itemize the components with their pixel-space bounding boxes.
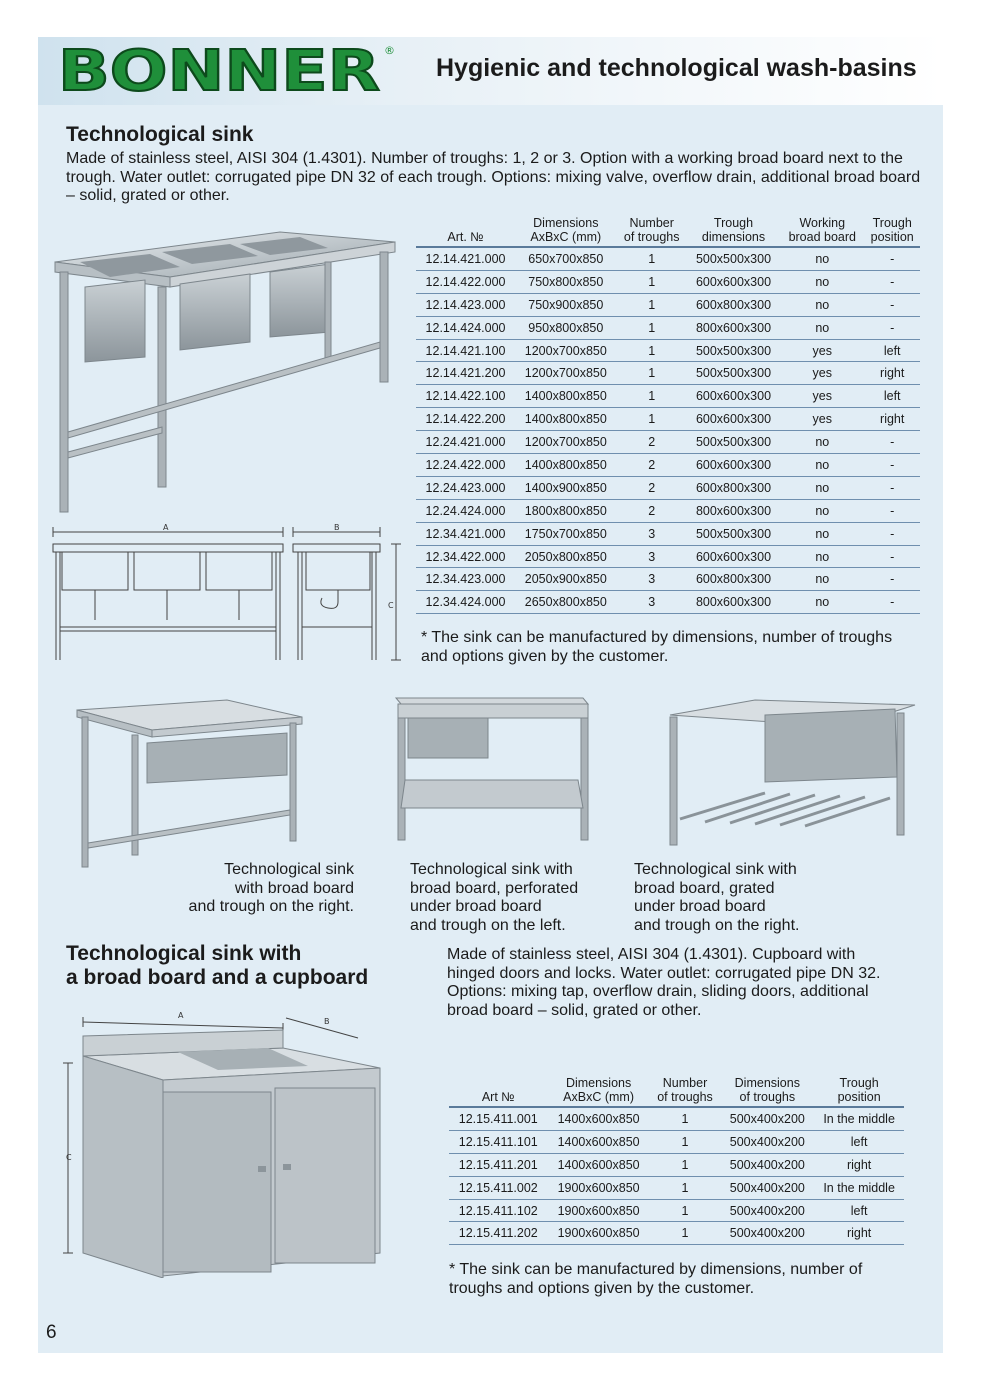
- table-row: [416, 362, 920, 385]
- table-cell: 12.15.411.102: [449, 1199, 548, 1222]
- three-trough-sink-illustration: [50, 222, 400, 517]
- cupboard-dim-label-a: A: [178, 1011, 184, 1020]
- table-cell: no: [780, 476, 864, 499]
- table-cell: no: [780, 270, 864, 293]
- table-cell: 1: [650, 1153, 721, 1176]
- dim-label-c: C: [388, 601, 394, 610]
- page-title: Hygienic and technological wash-basins: [436, 54, 917, 82]
- table-row: [416, 476, 920, 499]
- table-cell: 750x900x850: [515, 293, 617, 316]
- table-cell: 12.34.422.000: [416, 545, 515, 568]
- table-cell: 600x600x300: [687, 385, 780, 408]
- table-row: [416, 454, 920, 477]
- table-cell: 500x400x200: [720, 1153, 814, 1176]
- table-cell: 2050x900x850: [515, 568, 617, 591]
- table-cell: 500x500x300: [687, 522, 780, 545]
- table-cell: 12.14.421.200: [416, 362, 515, 385]
- table-cell: 12.34.423.000: [416, 568, 515, 591]
- table-cell: left: [814, 1130, 904, 1153]
- table-cell: no: [780, 431, 864, 454]
- table-cell: left: [864, 339, 920, 362]
- technological-sink-table: [416, 216, 920, 614]
- table-row: [416, 545, 920, 568]
- table-cell: 1: [617, 408, 687, 431]
- section1-title: Technological sink: [66, 123, 254, 146]
- table-cell: 2: [617, 431, 687, 454]
- section2-description: Made of stainless steel, AISI 304 (1.4301). Cupboard with hinged doors and locks. Water outlet: corrugated pipe DN 32. Options: mixing tap, overflow drain, sliding doors, additional broad board – solid, grated or other.: [447, 946, 881, 1019]
- table-cell: 1400x600x850: [548, 1153, 650, 1176]
- cupboard-dim-label-c: C: [66, 1153, 72, 1162]
- dim-label-a: A: [163, 523, 169, 532]
- table-row: [416, 385, 920, 408]
- table-cell: 2050x800x850: [515, 545, 617, 568]
- table-cell: -: [864, 270, 920, 293]
- column-header: Number of troughs: [617, 216, 687, 247]
- table-cell: 12.15.411.002: [449, 1176, 548, 1199]
- table-row: [416, 339, 920, 362]
- table-cell: 12.14.424.000: [416, 316, 515, 339]
- table-cell: 500x400x200: [720, 1130, 814, 1153]
- table-cell: no: [780, 545, 864, 568]
- table-cell: 12.14.422.100: [416, 385, 515, 408]
- table-cell: 1400x600x850: [548, 1107, 650, 1130]
- caption-grated-right: Technological sink with broad board, grated under broad board and trough on the right.: [634, 861, 800, 934]
- table-cell: no: [780, 499, 864, 522]
- table-cell: 3: [617, 522, 687, 545]
- table-row: [449, 1107, 904, 1130]
- table-cell: 500x400x200: [720, 1222, 814, 1245]
- table-cell: -: [864, 545, 920, 568]
- table-cell: right: [814, 1222, 904, 1245]
- table-cell: -: [864, 316, 920, 339]
- column-header: Dimensions AxBxC (mm): [548, 1076, 650, 1107]
- table-row: [416, 522, 920, 545]
- table-cell: In the middle: [814, 1107, 904, 1130]
- table-cell: 1400x900x850: [515, 476, 617, 499]
- table-cell: 2650x800x850: [515, 591, 617, 614]
- table-cell: no: [780, 293, 864, 316]
- column-header: Trough position: [864, 216, 920, 247]
- table-cell: 1750x700x850: [515, 522, 617, 545]
- table-cell: 12.24.423.000: [416, 476, 515, 499]
- table-cell: 12.14.421.000: [416, 247, 515, 270]
- table-cell: 3: [617, 568, 687, 591]
- page-number: 6: [46, 1322, 57, 1343]
- table-cell: 12.14.422.000: [416, 270, 515, 293]
- table-cell: In the middle: [814, 1176, 904, 1199]
- table-cell: 800x600x300: [687, 316, 780, 339]
- bonner-logo: [56, 40, 396, 98]
- table-cell: yes: [780, 339, 864, 362]
- column-header: Number of troughs: [650, 1076, 721, 1107]
- table-cell: 12.24.421.000: [416, 431, 515, 454]
- table-cell: 12.14.421.100: [416, 339, 515, 362]
- table-cell: 500x400x200: [720, 1176, 814, 1199]
- table-cell: 1: [617, 362, 687, 385]
- table-cell: 12.15.411.201: [449, 1153, 548, 1176]
- column-header: Working broad board: [780, 216, 864, 247]
- table-cell: -: [864, 568, 920, 591]
- column-header: Art №: [449, 1076, 548, 1107]
- table-cell: -: [864, 591, 920, 614]
- table-cell: 2: [617, 499, 687, 522]
- table-cell: -: [864, 431, 920, 454]
- dim-label-b: B: [334, 523, 340, 532]
- column-header: Dimensions of troughs: [720, 1076, 814, 1107]
- table-cell: yes: [780, 385, 864, 408]
- table-cell: 12.15.411.101: [449, 1130, 548, 1153]
- table-cell: -: [864, 522, 920, 545]
- three-trough-sink-dimension-diagram: [48, 522, 408, 664]
- table-cell: 12.14.422.200: [416, 408, 515, 431]
- table-cell: 2: [617, 476, 687, 499]
- cupboard-sink-illustration: [58, 1008, 386, 1278]
- brand-wordmark: BONNER: [58, 40, 380, 98]
- table-cell: 12.15.411.202: [449, 1222, 548, 1245]
- table-row: [416, 499, 920, 522]
- table-cell: -: [864, 454, 920, 477]
- table-cell: 1400x800x850: [515, 385, 617, 408]
- table-cell: 500x500x300: [687, 339, 780, 362]
- table-row: [449, 1176, 904, 1199]
- table-cell: left: [814, 1199, 904, 1222]
- table-cell: 500x500x300: [687, 362, 780, 385]
- table-row: [416, 591, 920, 614]
- table-cell: 1900x600x850: [548, 1222, 650, 1245]
- table-cell: 600x600x300: [687, 454, 780, 477]
- table-cell: 1400x800x850: [515, 408, 617, 431]
- table-cell: 500x500x300: [687, 247, 780, 270]
- table-cell: 1800x800x850: [515, 499, 617, 522]
- table-cell: no: [780, 591, 864, 614]
- table-row: [416, 568, 920, 591]
- table-cell: 600x800x300: [687, 476, 780, 499]
- section1-note: * The sink can be manufactured by dimensions, number of troughs and options given by the customer.: [421, 629, 893, 665]
- table-row: [449, 1199, 904, 1222]
- table-cell: 12.14.423.000: [416, 293, 515, 316]
- section2-note: * The sink can be manufactured by dimensions, number of troughs and options given by the customer.: [449, 1261, 863, 1297]
- table-cell: 1: [650, 1176, 721, 1199]
- table-cell: 1: [650, 1222, 721, 1245]
- table-cell: 500x500x300: [687, 431, 780, 454]
- table-cell: 650x700x850: [515, 247, 617, 270]
- column-header: Art. №: [416, 216, 515, 247]
- table-cell: yes: [780, 362, 864, 385]
- column-header: Trough position: [814, 1076, 904, 1107]
- sink-grated-shelf-illustration: [665, 697, 920, 847]
- table-cell: 1200x700x850: [515, 431, 617, 454]
- table-row: [416, 431, 920, 454]
- table-cell: 1900x600x850: [548, 1199, 650, 1222]
- table-cell: 1: [650, 1199, 721, 1222]
- table-cell: 600x600x300: [687, 408, 780, 431]
- table-cell: 800x600x300: [687, 499, 780, 522]
- section1-description: Made of stainless steel, AISI 304 (1.4301). Number of troughs: 1, 2 or 3. Option with a working broad board next to the trough. Water outlet: corrugated pipe DN 32 of each trough. Options: mixing valve, overflow drain, additional broad board – solid, grated or other.: [66, 150, 921, 204]
- table-row: [416, 316, 920, 339]
- table-cell: 3: [617, 545, 687, 568]
- table-cell: 12.34.424.000: [416, 591, 515, 614]
- table-cell: -: [864, 247, 920, 270]
- table-cell: 600x800x300: [687, 568, 780, 591]
- table-cell: 500x400x200: [720, 1107, 814, 1130]
- column-header: Trough dimensions: [687, 216, 780, 247]
- caption-perforated-left: Technological sink with broad board, perforated under broad board and trough on the left.: [410, 861, 579, 934]
- table-cell: no: [780, 316, 864, 339]
- table-cell: 600x600x300: [687, 270, 780, 293]
- table-cell: 1400x600x850: [548, 1130, 650, 1153]
- table-cell: -: [864, 499, 920, 522]
- table-cell: 1400x800x850: [515, 454, 617, 477]
- table-cell: 1: [617, 316, 687, 339]
- cupboard-sink-table: [449, 1076, 904, 1245]
- table-cell: 12.34.421.000: [416, 522, 515, 545]
- table-cell: 500x400x200: [720, 1199, 814, 1222]
- table-cell: 2: [617, 454, 687, 477]
- table-cell: no: [780, 454, 864, 477]
- section2-title: Technological sink with a broad board and a cupboard: [66, 942, 369, 989]
- table-cell: yes: [780, 408, 864, 431]
- table-cell: -: [864, 476, 920, 499]
- table-cell: right: [864, 362, 920, 385]
- table-cell: 1: [617, 385, 687, 408]
- table-cell: 12.24.424.000: [416, 499, 515, 522]
- table-row: [449, 1222, 904, 1245]
- table-cell: right: [864, 408, 920, 431]
- table-cell: no: [780, 247, 864, 270]
- table-cell: left: [864, 385, 920, 408]
- table-cell: 1: [617, 339, 687, 362]
- table-cell: 1: [617, 270, 687, 293]
- table-row: [416, 247, 920, 270]
- table-row: [449, 1130, 904, 1153]
- table-cell: right: [814, 1153, 904, 1176]
- table-row: [416, 270, 920, 293]
- sink-broad-board-right-illustration: [72, 695, 307, 875]
- table-cell: -: [864, 293, 920, 316]
- table-cell: 1200x700x850: [515, 339, 617, 362]
- table-cell: 3: [617, 591, 687, 614]
- table-cell: 1200x700x850: [515, 362, 617, 385]
- table-cell: 600x600x300: [687, 545, 780, 568]
- table-row: [416, 408, 920, 431]
- table-cell: 950x800x850: [515, 316, 617, 339]
- table-cell: 1: [617, 293, 687, 316]
- cupboard-dim-label-b: B: [324, 1017, 330, 1026]
- table-cell: 1: [617, 247, 687, 270]
- table-cell: no: [780, 522, 864, 545]
- caption-broad-board-right: Technological sink with broad board and trough on the right.: [188, 861, 354, 915]
- table-row: [416, 293, 920, 316]
- table-cell: 750x800x850: [515, 270, 617, 293]
- table-cell: 12.24.422.000: [416, 454, 515, 477]
- table-row: [449, 1153, 904, 1176]
- svg-text:®: ®: [384, 44, 395, 57]
- table-cell: 800x600x300: [687, 591, 780, 614]
- table-cell: 600x800x300: [687, 293, 780, 316]
- table-cell: 1: [650, 1107, 721, 1130]
- table-cell: no: [780, 568, 864, 591]
- table-cell: 12.15.411.001: [449, 1107, 548, 1130]
- column-header: Dimensions AxBxC (mm): [515, 216, 617, 247]
- sink-perforated-shelf-illustration: [393, 690, 593, 842]
- table-cell: 1900x600x850: [548, 1176, 650, 1199]
- table-cell: 1: [650, 1130, 721, 1153]
